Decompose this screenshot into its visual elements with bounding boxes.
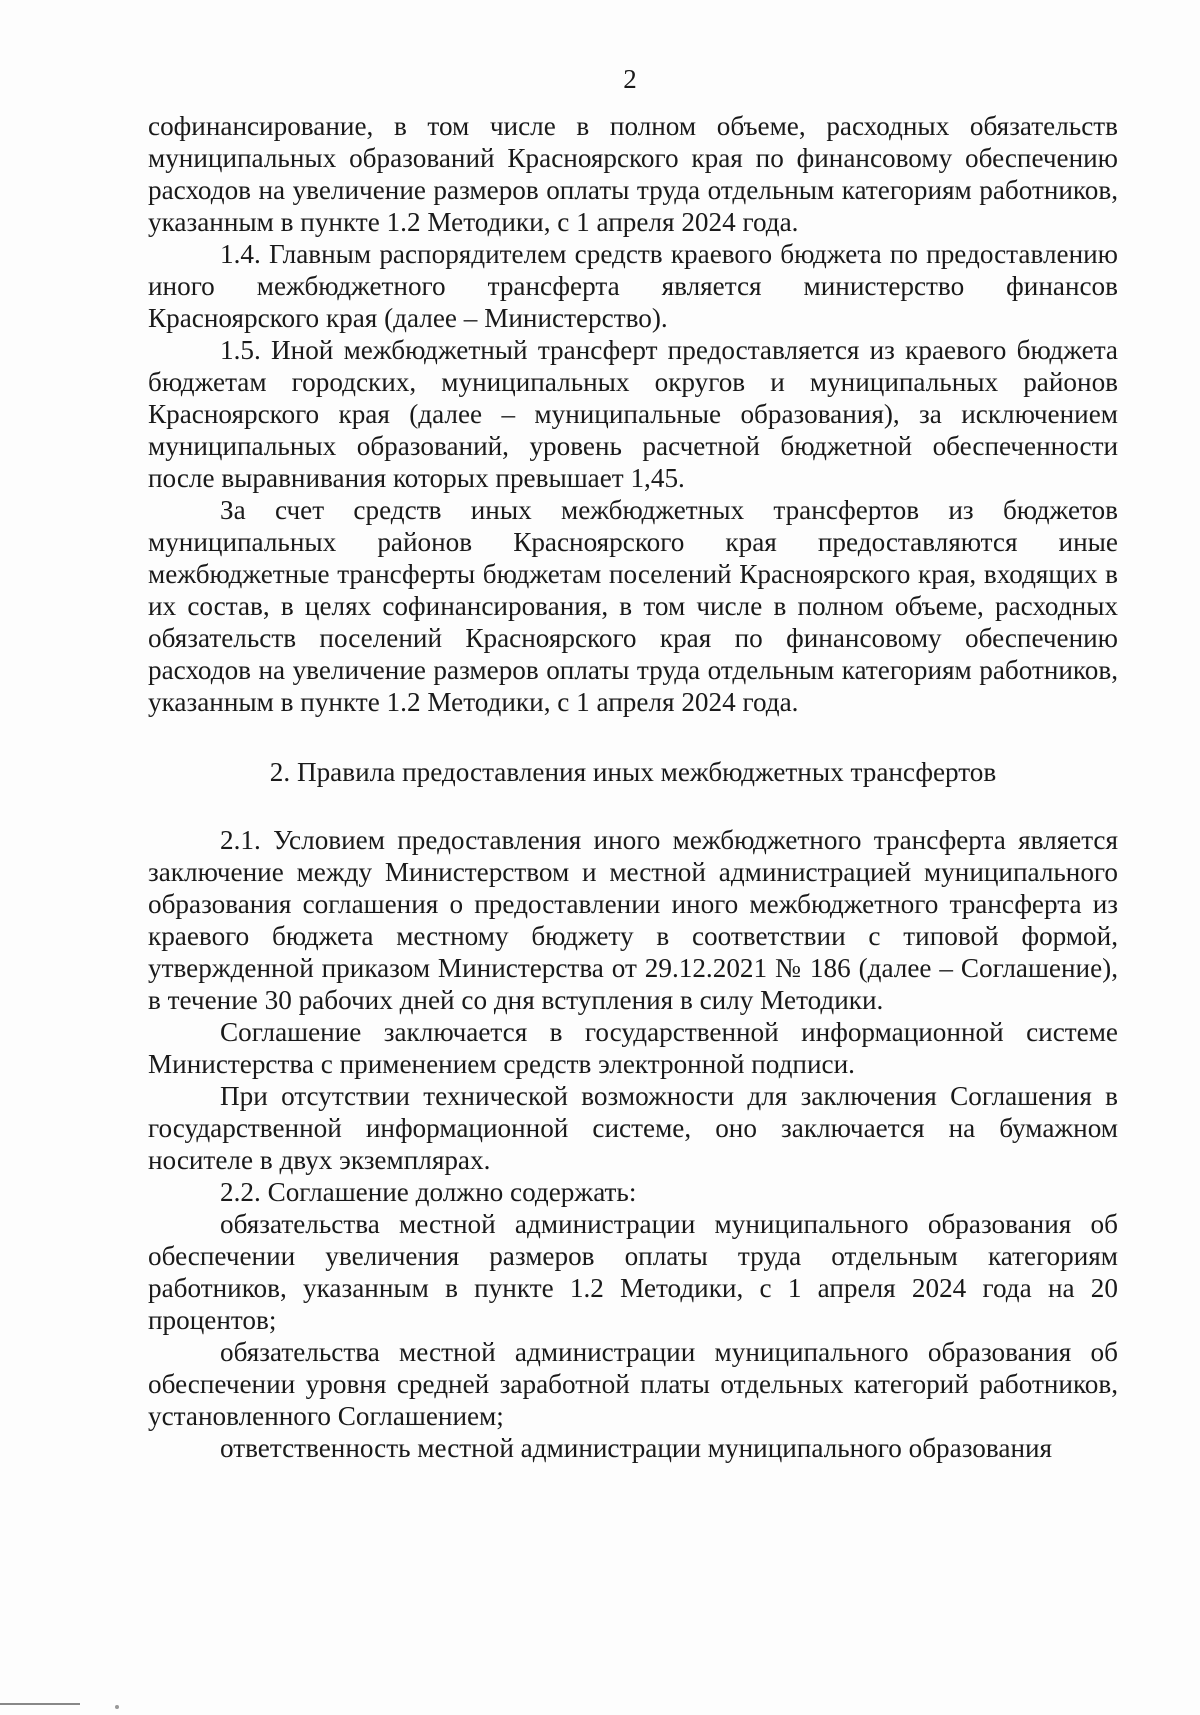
section-heading: 2. Правила предоставления иных межбюджетных трансфертов — [269, 757, 997, 787]
paragraph: 1.5. Иной межбюджетный трансферт предоставляется из краевого бюджета бюджетам городских, муниципальных округов и муниципальных районов Красноярского края (далее – муниципальные образования), за исключением муниципальных образований, уровень расчетной бюджетной обеспеченности после выравнивания которых превышает 1,45. — [148, 335, 1118, 493]
scan-dot — [115, 1705, 119, 1709]
paragraph: За счет средств иных межбюджетных трансфертов из бюджетов муниципальных районов Красноярского края предоставляются иные межбюджетные трансферты бюджетам поселений Красноярского края, входящих в их состав, в целях софинансирования, в том числе в полном объеме, расходных обязательств поселений Красноярского края по финансовому обеспечению расходов на увеличение размеров оплаты труда отдельным категориям работников, указанным в пункте 1.2 Методики, с 1 апреля 2024 года. — [148, 495, 1118, 717]
page-number: 2 — [623, 64, 637, 94]
paragraph: 1.4. Главным распорядителем средств краевого бюджета по предоставлению иного межбюджетного трансферта является министерство финансов Красноярского края (далее – Министерство). — [148, 239, 1118, 333]
scan-edge-mark — [0, 1703, 80, 1705]
paragraph: При отсутствии технической возможности для заключения Соглашения в государственной информационной системе, оно заключается на бумажном носителе в двух экземплярах. — [148, 1081, 1118, 1175]
paragraph: 2.1. Условием предоставления иного межбюджетного трансферта является заключение между Министерством и местной администрацией муниципального образования соглашения о предоставлении иного межбюджетного трансферта из краевого бюджета местному бюджету в соответствии с типовой формой, утвержденной приказом Министерства от 29.12.2021 № 186 (далее – Соглашение), в течение 30 рабочих дней со дня вступления в силу Методики. — [148, 825, 1118, 1015]
paragraph: ответственность местной администрации муниципального образования — [220, 1433, 1053, 1463]
paragraph: софинансирование, в том числе в полном объеме, расходных обязательств муниципальных образований Красноярского края по финансовому обеспечению расходов на увеличение размеров оплаты труда отдельным категориям работников, указанным в пункте 1.2 Методики, с 1 апреля 2024 года. — [148, 111, 1118, 237]
paragraph: Соглашение заключается в государственной информационной системе Министерства с применением средств электронной подписи. — [148, 1017, 1118, 1079]
paragraph: обязательства местной администрации муниципального образования об обеспечении увеличения размеров оплаты труда отдельным категориям работников, указанным в пункте 1.2 Методики, с 1 апреля 2024 года на 20 процентов; — [148, 1209, 1118, 1335]
paragraph: обязательства местной администрации муниципального образования об обеспечении уровня средней заработной платы отдельных категорий работников, установленного Соглашением; — [148, 1337, 1118, 1431]
document-body — [148, 110, 1118, 1464]
paragraph: 2.2. Соглашение должно содержать: — [220, 1177, 637, 1207]
